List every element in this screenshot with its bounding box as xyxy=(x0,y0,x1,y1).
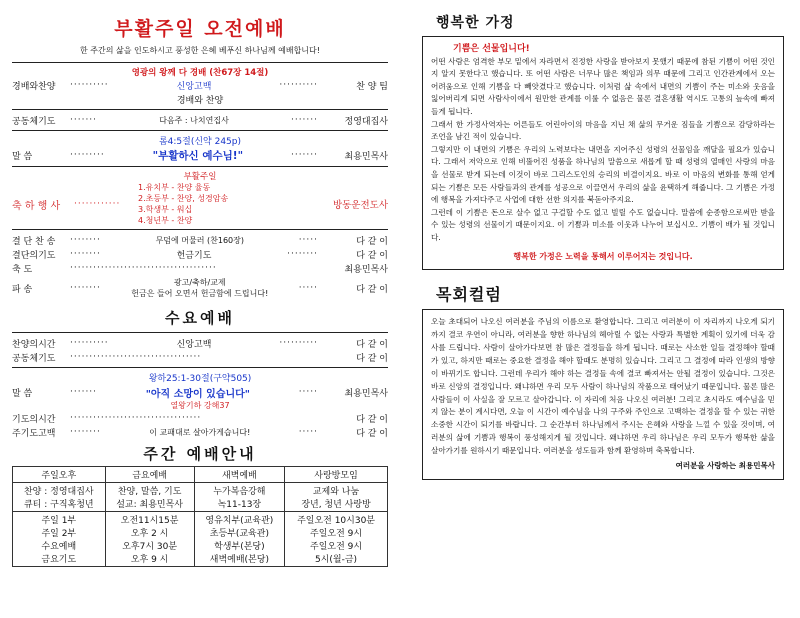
preacher: 최용민목사 xyxy=(344,388,388,399)
row-leader: 다 같 이 xyxy=(356,414,388,425)
service-row: 공동체기도 ·································· 다 같 이 xyxy=(12,352,388,364)
divider xyxy=(12,166,388,167)
service-row: 찬양의시간 ·········· 신앙고백 ·········· 다 같 이 xyxy=(12,338,388,350)
sermon-title: "아직 소망이 있습니다" xyxy=(145,388,251,400)
page-title: 부활주일 오전예배 xyxy=(114,18,286,40)
table-row xyxy=(13,483,388,512)
row-leader: 다 같 이 xyxy=(356,339,388,350)
row-label: 축 하 행 사 xyxy=(12,200,61,212)
row-detail: 경배와 찬양 xyxy=(176,95,224,106)
row-leader: 다 같 이 xyxy=(356,250,388,261)
opening-hymn: 영광의 왕께 다 경배 (찬67장 14절) xyxy=(131,68,269,78)
celebration-block: 축 하 행 사 ············ 1.유치부 - 찬양 율동 2.초등부 - 찬양, 성경암송 3.학생부 - 워십 4.청년부 - 찬양 방동운전도사 xyxy=(12,183,388,225)
list-item: 4.청년부 - 찬양 xyxy=(138,216,193,225)
row-leader: 다 같 이 xyxy=(356,353,388,364)
row-detail: 이 교패대로 살아가게습니다! xyxy=(149,427,251,437)
scripture-reference: 왕하25:1-30절(구약505) xyxy=(148,374,252,384)
list-item: 1.유치부 - 찬양 율동 xyxy=(138,183,211,192)
table-cell: 누가복음강해 녹11-13장 xyxy=(194,483,284,512)
row-leader: 최용민목사 xyxy=(344,264,388,275)
service-row: 결단의기도 ········ 헌금기도 ········ 다 같 이 xyxy=(12,249,388,261)
sending-row: 파 송 ········ 광고/축하/교제 헌금은 들어 오면서 헌금함에 드립니다! ····· 다 같 이 xyxy=(12,278,388,298)
row-leader: 다 같 이 xyxy=(356,428,388,439)
table-row xyxy=(13,512,388,567)
row-label: 말 씀 xyxy=(12,151,33,162)
pastor-column-box xyxy=(422,309,784,480)
divider xyxy=(12,229,388,230)
service-row: 결 단 찬 송 ········ 무덤에 머물러 (찬160장) ····· 다 같 이 xyxy=(12,235,388,247)
preacher: 최용민목사 xyxy=(344,151,388,162)
pastor-column-title: 목회컬럼 xyxy=(436,285,502,305)
table-cell: 찬양 : 정영대집사 큐티 : 구직혹청년 xyxy=(13,483,106,512)
row-label: 말 씀 xyxy=(12,388,33,399)
column-signature: 여러분을 사랑하는 최용민목사 xyxy=(675,461,775,471)
column-header: 주일오후 xyxy=(13,467,106,483)
row-detail: 무덤에 머물러 (찬160장) xyxy=(155,235,244,245)
article-footer: 행복한 가정은 노력을 통해서 이루어지는 것입니다. xyxy=(513,251,693,261)
family-article-box xyxy=(422,36,784,270)
row-label: 공동체기도 xyxy=(12,353,56,364)
divider xyxy=(12,109,388,110)
sermon-series: 열왕기하 강해37 xyxy=(170,401,230,410)
divider xyxy=(12,332,388,333)
service-row: 공동체기도 ······· 다음주 : 나치연집사 ······· 정영대집사 xyxy=(12,115,388,127)
row-leader: 방동운전도사 xyxy=(332,200,388,211)
family-section-title: 행복한 가정 xyxy=(436,15,515,31)
table-cell: 오전11시15분 오후 2 시 오후7시 30분 오후 9 시 xyxy=(105,512,194,567)
row-label: 결단의기도 xyxy=(12,250,56,261)
scripture-reference: 롬4:5절(신약 245p) xyxy=(158,137,242,147)
service-row: 주기도고백 ········ 이 교패대로 살아가게습니다! ····· 다 같 이 xyxy=(12,427,388,439)
table-cell: 영유치부(교육관) 초등부(교육관) 학생부(본당) 새벽예배(본당) xyxy=(194,512,284,567)
easter-label: 부활주일 xyxy=(183,172,217,182)
list-item: 2.초등부 - 찬양, 성경암송 xyxy=(138,194,229,203)
row-label: 공동체기도 xyxy=(12,116,56,127)
column-header: 새벽예배 xyxy=(194,467,284,483)
service-row: 경배와찬양 ·········· 신앙고백 ·········· 찬 양 팀 xyxy=(12,80,388,92)
row-label: 기도의시간 xyxy=(12,414,56,425)
row-detail: 신앙고백 xyxy=(176,81,212,92)
row-detail: 신앙고백 xyxy=(176,339,212,350)
article-heading: 기쁨은 선물입니다! xyxy=(453,44,530,54)
table-cell: 찬양, 말씀, 기도 설교: 최용민목사 xyxy=(105,483,194,512)
table-cell: 교제와 나눔 장년, 청년 사랑방 xyxy=(285,483,388,512)
wednesday-service-title: 수요예배 xyxy=(165,309,235,327)
row-detail: 헌금은 들어 오면서 헌금함에 드립니다! xyxy=(131,289,269,298)
sermon-row: 말 씀 ······· "아직 소망이 있습니다" ····· 최용민목사 xyxy=(12,384,388,400)
row-leader: 다 같 이 xyxy=(356,236,388,247)
divider xyxy=(12,130,388,131)
table-header-row xyxy=(13,467,388,483)
row-detail: 다음주 : 나치연집사 xyxy=(159,115,229,125)
column-header: 사랑방모임 xyxy=(285,467,388,483)
row-label: 결 단 찬 송 xyxy=(12,236,56,247)
table-cell: 주일 1부 주일 2부 수요예배 금요기도 xyxy=(13,512,106,567)
row-label: 경배와찬양 xyxy=(12,81,56,92)
row-detail: 광고/축하/교제 xyxy=(173,278,226,287)
sermon-title: "부활하신 예수님!" xyxy=(152,149,244,162)
divider xyxy=(12,62,388,63)
row-label: 찬양의시간 xyxy=(12,339,56,350)
list-item: 3.학생부 - 워십 xyxy=(138,205,193,214)
sermon-row: 말 씀 ········· "부활하신 예수님!" ······· 최용민목사 xyxy=(12,149,388,162)
articles-column xyxy=(422,6,784,612)
weekly-schedule-table xyxy=(12,466,388,567)
row-leader: 정영대집사 xyxy=(344,116,388,127)
column-header: 금요예배 xyxy=(105,467,194,483)
service-row: 축 도 ······································ 최용민목사 xyxy=(12,263,388,275)
weekly-schedule-title: 주간 예배안내 xyxy=(143,445,257,463)
row-label: 축 도 xyxy=(12,264,33,275)
column-body: 오늘 초대되어 나오신 여러분을 주님의 이름으로 환영합니다. 그리고 여러분이 이 자리까지 나오게 되기까지 결코 우연이 아니라, 여러분을 향한 하나님의 헤아릴 수 없는 사랑과 특별한 계획이 있기에 더욱 감사를 드립니다. 사람이 살아가다보면 참 많은 결정들을 하게 됩니다. 때로는 사소한 일들 결정해야 할때가 있고, 하지만 때로는 중요한 결정을 해야 할때도 분명히 있습니다. 그리고 그 결정에 따라 인생의 방향이 바뀌기도 합니다. 그런데 우리가 해야 하는 결정들 속에 결코 빠져서는 안될 결정이 있습니다. 그것은 바로 신앙의 결정입니다. 왜냐하면 우리 모두 사람이 하나님의 작품으로 태어났기 때문입니다. 물론 많은 사람들이 이 사실을 잘 모르고 살아갑니다. 이 자리에 처음 나오신 여러분! 그리고 초시라도 예수님을 믿지 않는 분이 계시다면, 오늘 이 시간이 예수님을 나의 구주와 주인으로 고백하는 결정을 할 수 있는 귀한 소중한 시간이 되기를 바랍니다. 그 순간부터 하나님께서 주시는 은혜와 사랑을 느낄 수 있을 것이며, 여러분의 삶에 기쁨과 행복이 풍성해지게 될 것입니다. 왜냐하면 우리 하나님은 우리 모두가 행복한 삶을 살아가기를 원하시기 때문입니다. 여러분을 성도들과 함께 환영하며 축복합니다. xyxy=(431,317,775,456)
page-subtitle: 한 주간의 삶을 인도하시고 풍성한 은혜 베푸신 하나님께 예배합니다! xyxy=(80,46,320,55)
row-leader: 찬 양 팀 xyxy=(356,81,388,92)
order-of-service-column xyxy=(12,6,388,612)
article-body: 어떤 사람은 엄격한 부모 밑에서 자라면서 진정한 사랑을 받아보지 못했기 때문에 참된 기쁨이 어떤 것인지 알지 못한다고 했습니다. 또 어떤 사람은 너무나 많은 책임과 의무 때문에 그리고 인간관계에서 오는 어려움으로 인해 기쁨을 다 빼앗겼다고 했습니다. 이처럼 삶 속에서 내면의 기쁨이 주는 미소와 웃음을 잃어버리게 되면 사람사이에서 원만한 관계를 이룰 수 없음은 물론 결혼생활 역시도 고통의 늪속에 빠져들게 됩니다. 그래서 한 가정사역자는 어른들도 어린아이의 마음을 지닌 채 삶의 무거운 짐들을 기쁨으로 감당하라는 조언을 남긴 적이 있습니다. 그렇지만 이 내면의 기쁨은 우리의 노력보다는 내면을 지어주신 성령의 선물임을 깨달을 필요가 있습니다. 그래서 저악으로 인해 비뚤어진 성품을 하나님의 말씀으로 새롭게 할 때 성령의 열매인 사랑의 마음을 선물로 받게 되는데 이것이 바로 그리스도인의 승리의 비결이지요. 바로 이 마음의 변화를 통해 얻게 되는 기쁨은 모든 사람들과의 관계를 성공으로 이끌면서 우리의 삶을 윤택하게 해줍니다. 그 기쁨은 가정에 행복을 가져다주고 사업에 대한 선한 의지를 북돋아주지요. 그런데 이 기쁨은 돈으로 살수 없고 구걸할 수도 없고 빌릴 수도 없습니다. 말씀에 순종함으로써만 받을 수 있는 성령의 선물이기 때문이지요. 이 기쁨과 미소를 이웃과 나누어 보십시오. 기쁨이 배가 될 것입니다. xyxy=(431,56,775,242)
easter-program-list xyxy=(138,182,304,226)
row-label: 주기도고백 xyxy=(12,428,56,439)
row-label: 파 송 xyxy=(12,284,33,295)
service-row: 기도의시간 ·································· 다 같 이 xyxy=(12,413,388,425)
service-row xyxy=(12,92,388,106)
table-cell: 주일오전 10시30분 주일오전 9시 주일오전 9시 5시(월-금) xyxy=(285,512,388,567)
divider xyxy=(12,367,388,368)
row-detail: 헌금기도 xyxy=(176,250,212,261)
row-leader: 다 같 이 xyxy=(356,284,388,295)
